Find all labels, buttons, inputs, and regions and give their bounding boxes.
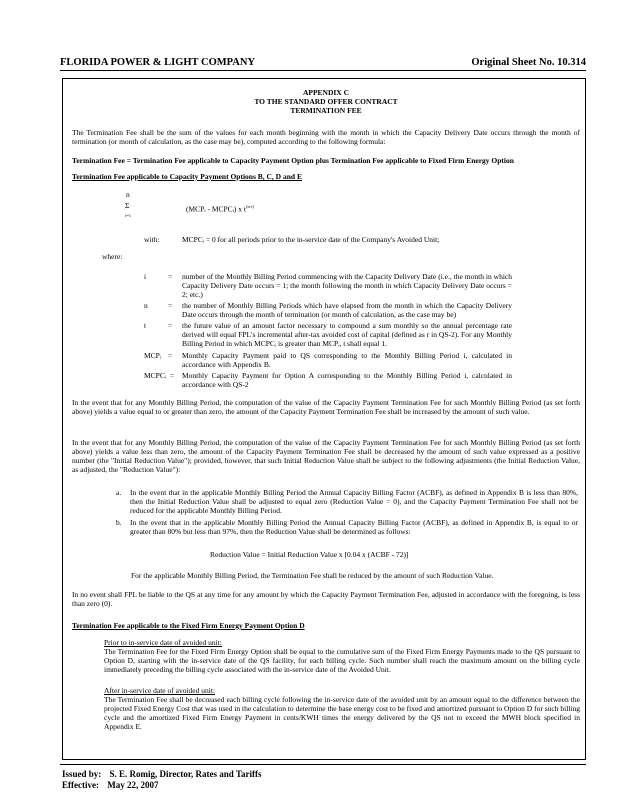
def-text: the number of Monthly Billing Periods which have elapsed from the month in which the Capacity Delivery Date occurs through the month of termination (or month of calculation, as the case may be): [182, 301, 512, 319]
paragraph-negative: In the event that for any Monthly Billing Period, the computation of the value of the Capacity Payment Termination Fee for such Monthly Billing Period (as set forth above) yields a value less than zero, the amount of the Capacity Payment Termination Fee shall be decreased by the amount of such value expressed as a positive number (the "Initial Reduction Value"); provided, however, that such Initial Reduction Value shall be subject to the following adjustments (the Initial Reduction Value, as adjusted, the "Reduction Value"):: [72, 438, 580, 474]
title-line-3: TERMINATION FEE: [290, 106, 362, 115]
def-eq: =: [168, 301, 173, 310]
sum-upper-limit: n: [126, 190, 130, 199]
after-text: The Termination Fee shall be decreased each billing cycle following the in-service date of the avoided unit by an amount equal to the difference between the projected Fixed Energy Cost that was used in the calculation to determine the base energy cost to be fixed and amortized pursuant to Option D for such billing cycle and the amortized Fixed Firm Energy Payment in cents/KWH times the energy delivered by the QS not to exceed the MWH block specified in Appendix E.: [104, 695, 580, 731]
def-term: n: [144, 301, 148, 310]
issued-by: [62, 769, 262, 779]
company-name: FLORIDA POWER & LIGHT COMPANY: [60, 57, 256, 68]
formula-heading: Termination Fee = Termination Fee applicable to Capacity Payment Option plus Termination Fee applicable to Fixed Firm Energy Option: [72, 156, 514, 165]
footer-rule: [60, 764, 586, 765]
with-label: with:: [144, 235, 160, 244]
sheet-number: Original Sheet No. 10.314: [471, 57, 586, 68]
header-rule: [60, 70, 586, 71]
def-eq: =: [168, 351, 173, 360]
adjustment-a-text: In the event that in the applicable Monthly Billing Period the Annual Capacity Billing Factor (ACBF), as defined in Appendix B is less than 80%, then the Initial Reduction Value shall be adjusted to equal zero (Reduction Value = 0), and the Capacity Payment Termination Fee shall not be reduced for the applicable Monthly Billing Period.: [130, 488, 578, 515]
def-text: Monthly Capacity Payment for Option A corresponding to the Monthly Billing Period i, calculated in accordance with QS-2: [182, 371, 512, 389]
appendix-title: [72, 88, 580, 115]
reduction-note: For the applicable Monthly Billing Period, the Termination Fee shall be reduced by the amount of such Reduction Value.: [131, 571, 494, 580]
def-term: t: [144, 321, 147, 330]
summation-formula: [72, 190, 580, 220]
intro-paragraph: The Termination Fee shall be the sum of the values for each month beginning with the month in which the Capacity Delivery Date occurs through the month of termination (or month of calculation, as the case may be), computed according to the following formula:: [72, 128, 580, 146]
def-text: Monthly Capacity Payment paid to QS corresponding to the Monthly Billing Period i, calculated in accordance with Appendix B.: [182, 351, 512, 369]
section-heading-capacity: Termination Fee applicable to Capacity Payment Options B, C, D and E: [72, 172, 302, 181]
sigma-symbol: Σ: [125, 201, 130, 210]
where-label: where:: [102, 252, 123, 261]
adjustments-list: [72, 488, 580, 548]
reduction-formula: Reduction Value = Initial Reduction Value x [0.04 x (ACBF - 72)]: [210, 550, 409, 559]
def-eq: =: [168, 272, 173, 281]
def-term: MCPᵢ: [144, 351, 162, 360]
title-line-1: APPENDIX C: [302, 88, 350, 97]
def-text: the future value of an amount factor necessary to compound a sum monthly so the annual percentage rate derived will equal FPL's incremental after-tax avoided cost of capital (defined as r in QS-2). For any Monthly Billing Period in which MCPCᵢ is greater than MCPᵢ, t shall equal 1.: [182, 321, 512, 348]
sum-expression-text: (MCPᵢ - MCPCᵢ) x t: [186, 204, 246, 214]
prior-text: The Termination Fee for the Fixed Firm Energy Option shall be equal to the cumulative sum of the Fixed Firm Energy Payments made to the QS pursuant to Option D, starting with the in-service date of the QS facility, for each billing cycle. Such number shall reach the maximum amount on the billing cycle immediately preceding the billing cycle associated with the in-service date of the Avoided Unit.: [104, 647, 580, 674]
effective-date: [62, 780, 158, 790]
def-term: MCPCᵢ: [144, 371, 167, 380]
adjustment-b-label: b.: [116, 518, 122, 527]
def-text: number of the Monthly Billing Period commencing with the Capacity Delivery Date (i.e., the month in which Capacity Delivery Date occurs = 1; the month following the month in which Capacity Delivery Date occurs = 2; etc.): [182, 272, 512, 299]
section-heading-fixed-energy: Termination Fee applicable to the Fixed Firm Energy Payment Option D: [72, 621, 305, 630]
prior-heading: Prior to in-service date of avoided unit:: [104, 638, 222, 647]
effective-value: May 22, 2007: [107, 780, 159, 790]
sum-lower-limit: i=1: [125, 213, 132, 218]
def-eq: =: [168, 321, 173, 330]
sum-expression: [186, 202, 254, 214]
def-eq: =: [170, 371, 175, 380]
after-heading: After in-service date of avoided unit:: [104, 686, 215, 695]
title-line-2: TO THE STANDARD OFFER CONTRACT: [254, 97, 398, 106]
sum-exponent: (n-i): [245, 204, 254, 209]
with-text: MCPCᵢ = 0 for all periods prior to the in-service date of the Company's Avoided Unit;: [182, 235, 440, 244]
adjustment-a-label: a.: [116, 488, 122, 497]
issued-label: Issued by:: [62, 769, 102, 779]
paragraph-nonnegative: In the event that for any Monthly Billing Period, the computation of the value of the Capacity Payment Termination Fee for such Monthly Billing Period (as set forth above) yields a value equal to or greater than zero, the amount of the Capacity Payment Termination Fee shall be increased by the amount of such value.: [72, 398, 580, 416]
effective-label: Effective:: [62, 780, 99, 790]
adjustment-b-text: In the event that in the applicable Monthly Billing Period the Annual Capacity Billing Factor (ACBF), as defined in Appendix B, is equal to or greater than 80% but less than 97%, then the Reduction Value shall be determined as follows:: [130, 518, 578, 536]
def-term: i: [144, 272, 147, 281]
paragraph-liability: In no event shall FPL be liable to the QS at any time for any amount by which the Capacity Payment Termination Fee, adjusted in accordance with the foregoing, is less than zero (0).: [72, 590, 580, 608]
issued-value: S. E. Romig, Director, Rates and Tariffs: [109, 769, 262, 779]
